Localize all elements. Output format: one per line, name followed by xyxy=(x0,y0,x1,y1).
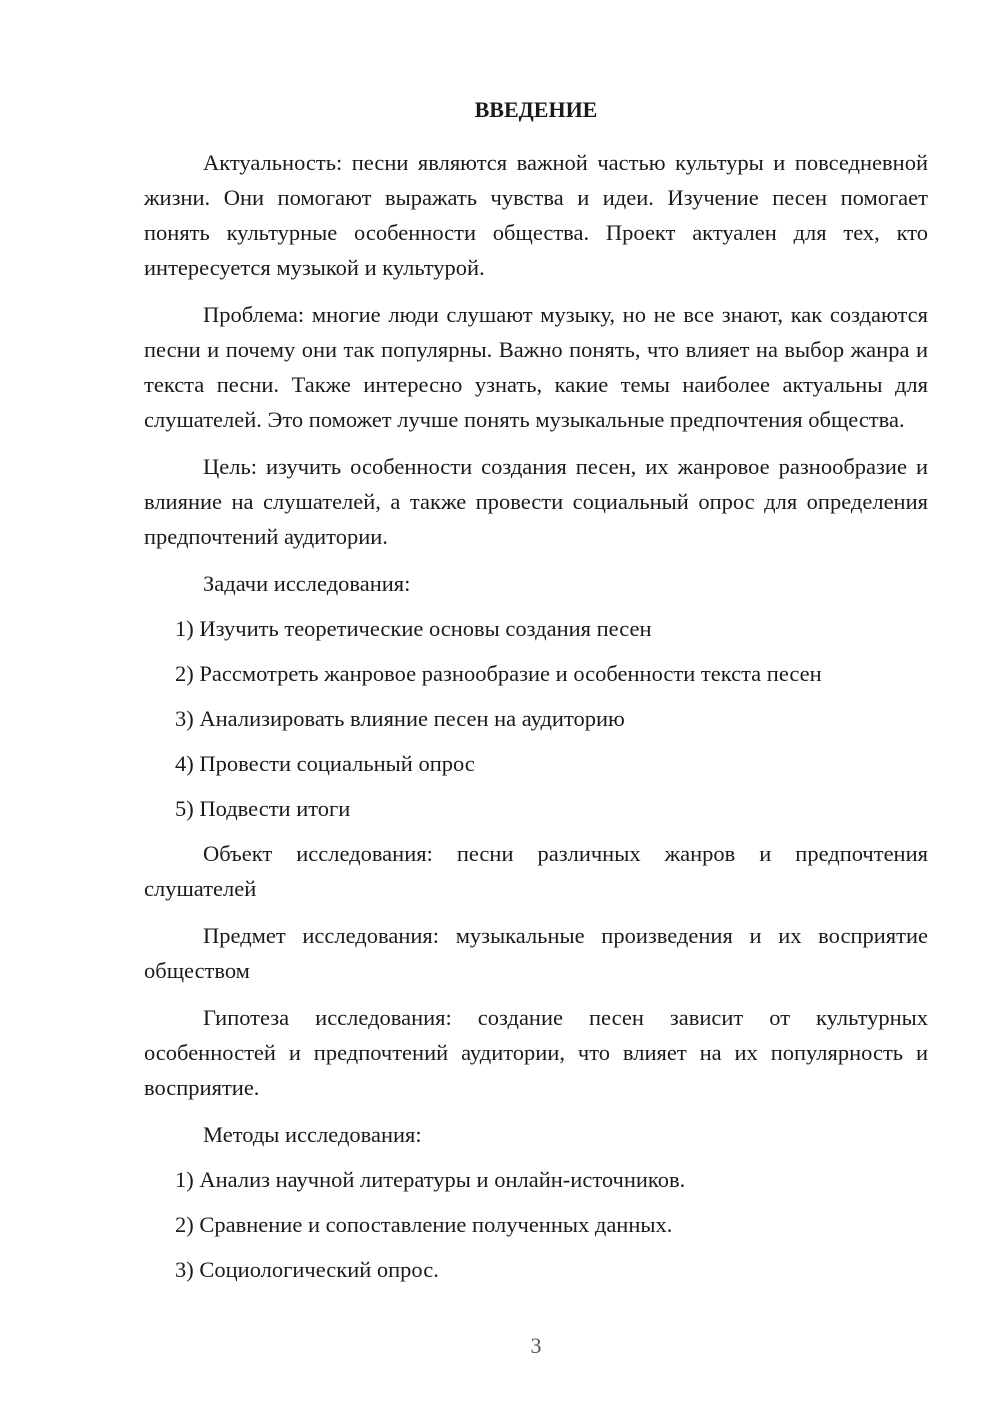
list-item: 5) Подвести итоги xyxy=(175,796,351,821)
page-number: 3 xyxy=(530,1333,542,1358)
paragraph-problem: Проблема: многие люди слушают музыку, но не все знают, как создаются песни и почему они так популярны. Важно понять, что влияет на выбор жанра и текста песни. Также интересно узнать, какие темы наиболее актуальны для слушателей. Это поможет лучше понять музыкальные предпочтения общества. xyxy=(144,302,928,432)
tasks-heading: Задачи исследования: xyxy=(203,571,411,596)
methods-heading: Методы исследования: xyxy=(203,1122,422,1147)
paragraph-subject: Предмет исследования: музыкальные произведения и их восприятие обществом xyxy=(144,923,928,983)
methods-list xyxy=(144,1162,928,1287)
paragraph-hypothesis: Гипотеза исследования: создание песен зависит от культурных особенностей и предпочтений аудитории, что влияет на их популярность и восприятие. xyxy=(144,1005,928,1100)
list-item: 2) Сравнение и сопоставление полученных данных. xyxy=(175,1212,673,1237)
list-item: 2) Рассмотреть жанровое разнообразие и особенности текста песен xyxy=(175,661,822,686)
list-item: 1) Изучить теоретические основы создания песен xyxy=(175,616,652,641)
list-item: 3) Анализировать влияние песен на аудиторию xyxy=(175,706,625,731)
paragraph-goal: Цель: изучить особенности создания песен, их жанровое разнообразие и влияние на слушателей, а также провести социальный опрос для определения предпочтений аудитории. xyxy=(144,454,928,549)
list-item: 4) Провести социальный опрос xyxy=(175,751,475,776)
tasks-list xyxy=(144,611,928,826)
list-item: 3) Социологический опрос. xyxy=(175,1257,439,1282)
list-item: 1) Анализ научной литературы и онлайн-источников. xyxy=(175,1167,686,1192)
paragraph-relevance: Актуальность: песни являются важной частью культуры и повседневной жизни. Они помогают выражать чувства и идеи. Изучение песен помогает понять культурные особенности общества. Проект актуален для тех, кто интересуется музыкой и культурой. xyxy=(144,150,928,280)
paragraph-object: Объект исследования: песни различных жанров и предпочтения слушателей xyxy=(144,841,928,901)
section-title: ВВЕДЕНИЕ xyxy=(474,97,598,122)
document-page xyxy=(144,92,928,1297)
